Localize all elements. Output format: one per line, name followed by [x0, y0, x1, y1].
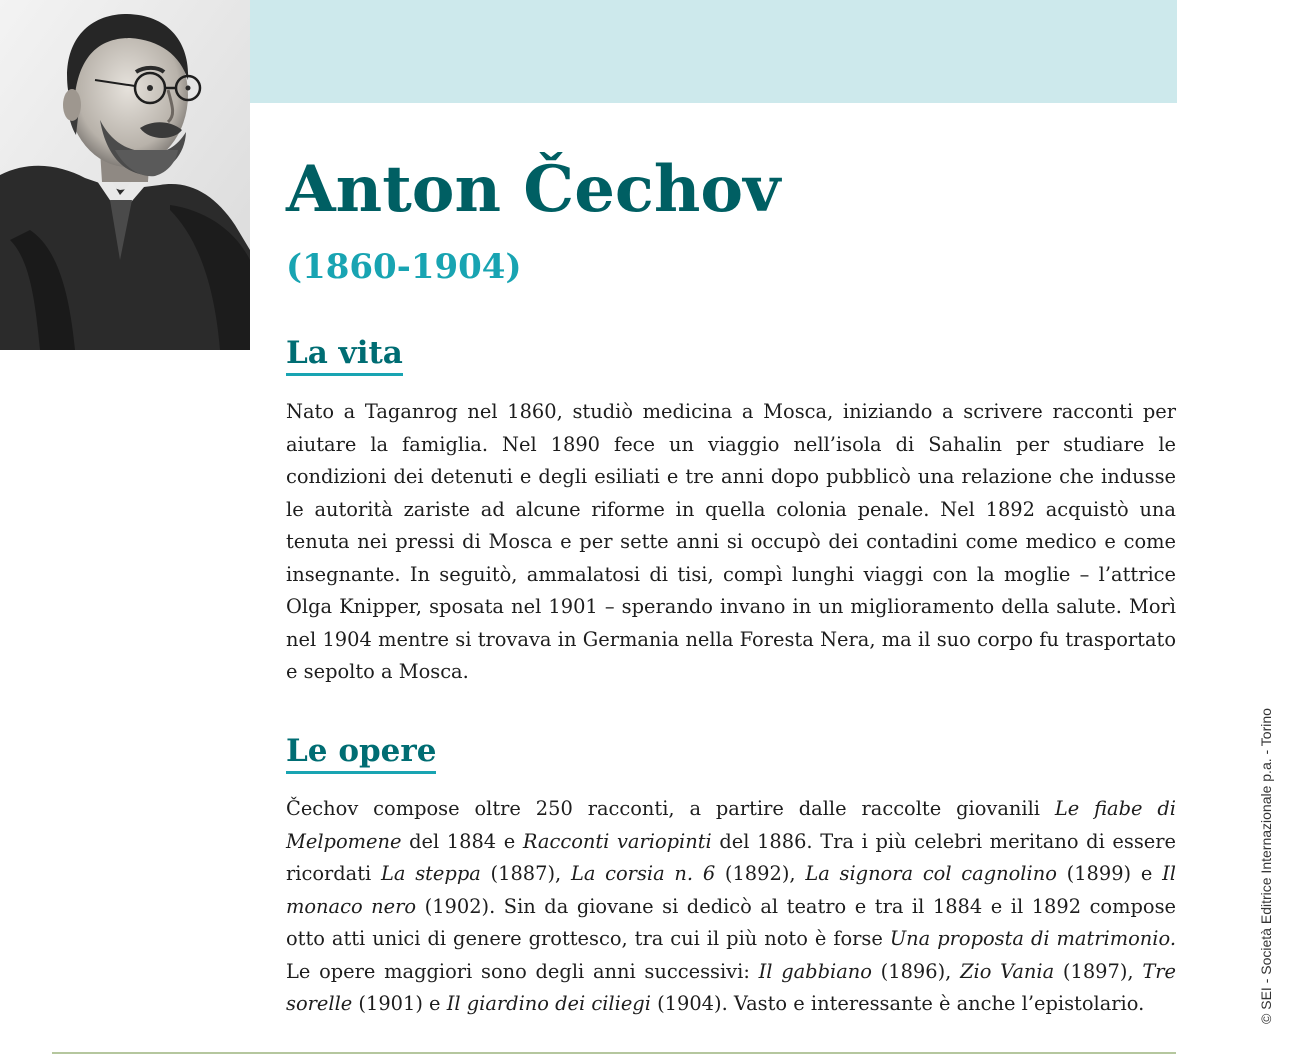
- page-title: Anton Čechov: [286, 152, 781, 227]
- work-title: Zio Vania: [960, 959, 1055, 983]
- work-title: Il gabbiano: [758, 959, 872, 983]
- text-run: (1899) e: [1056, 862, 1163, 885]
- text-run: (1902). Sin da giovane si dedicò al teatro e tra il 1884 e il 1892 compose otto atti unici di genere grottesco, tra cui il più noto è forse: [286, 894, 1177, 950]
- section-heading-la-vita: La vita: [286, 333, 403, 376]
- text-run: del 1884 e: [401, 829, 523, 853]
- author-portrait: [0, 0, 250, 350]
- text-run: (1904). Vasto e interessante è anche l’epistolario.: [650, 992, 1145, 1015]
- footer-divider: [52, 1052, 1176, 1054]
- portrait-photo-icon: [0, 0, 250, 350]
- work-title: Una proposta di matrimonio.: [889, 927, 1176, 950]
- work-title: Il giardino dei ciliegi: [446, 992, 651, 1015]
- text-run: (1887),: [480, 862, 571, 885]
- work-title: Tre sorelle: [286, 959, 1176, 1015]
- section-heading-le-opere: Le opere: [286, 731, 436, 774]
- text-run: Čechov compose oltre 250 racconti, a partire dalle raccolte giovanili: [286, 797, 1055, 820]
- section-text-le-opere: [286, 793, 1176, 1021]
- copyright-notice: © SEI - Società Editrice Internazionale p.a. - Torino: [1258, 708, 1274, 1024]
- work-title: La signora col cagnolino: [805, 862, 1057, 885]
- header-band: [250, 0, 1177, 103]
- work-title: Racconti variopinti: [522, 829, 712, 853]
- text-run: (1892),: [715, 862, 806, 885]
- section-text-la-vita: Nato a Taganrog nel 1860, studiò medicina a Mosca, iniziando a scrivere racconti per aiutare la famiglia. Nel 1890 fece un viaggio nell’isola di Sahalin per studiare le condizioni dei detenuti e degli esiliati e tre anni dopo pubblicò una relazione che indusse le autorità zariste ad alcune riforme in quella colonia penale. Nel 1892 acquistò una tenuta nei pressi di Mosca e per sette anni si occupò dei contadini come medico e come insegnante. In seguitò, ammalatosi di tisi, compì lunghi viaggi con la moglie – l’attrice Olga Knipper, sposata nel 1901 – sperando invano in un miglioramento della salute. Morì nel 1904 mentre si trovava in Germania nella Foresta Nera, ma il suo corpo fu trasportato e sepolto a Mosca.: [286, 400, 1176, 683]
- work-title: La steppa: [381, 862, 481, 885]
- text-run: Le opere maggiori sono degli anni successivi:: [286, 959, 759, 983]
- work-title: La corsia n. 6: [570, 862, 716, 885]
- text-run: (1901) e: [352, 992, 447, 1015]
- text-run: del 1886. Tra i più celebri meritano di essere ricordati: [286, 829, 1176, 885]
- work-title: Le fiabe di Melpomene: [286, 797, 1176, 853]
- author-dates: (1860-1904): [286, 247, 522, 287]
- text-run: (1896),: [871, 959, 961, 983]
- text-run: (1897),: [1054, 959, 1143, 983]
- work-title: Il monaco nero: [286, 862, 1176, 918]
